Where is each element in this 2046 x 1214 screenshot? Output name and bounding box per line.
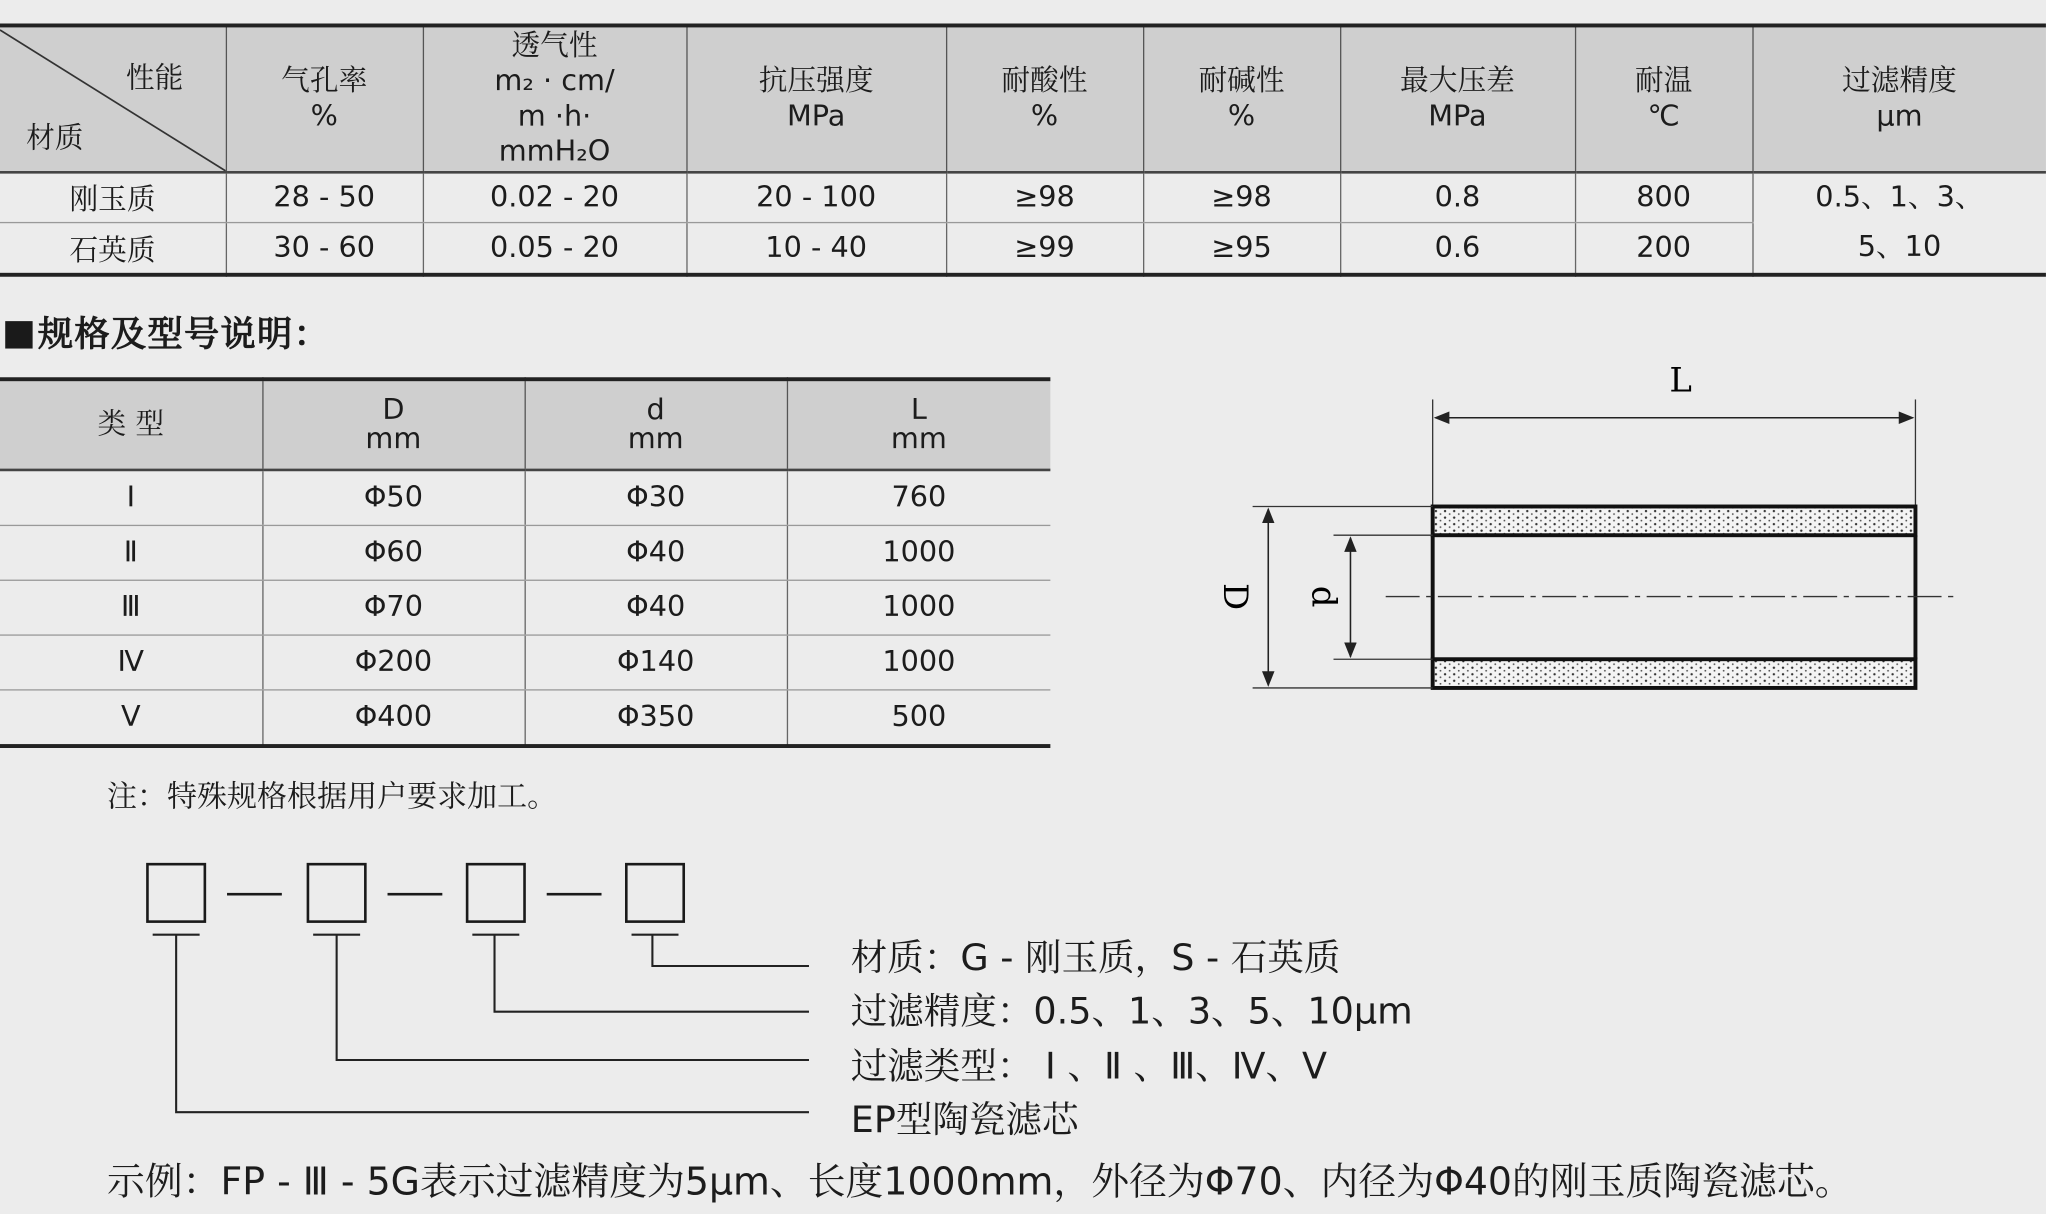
corner-top-label: 性能 [125,62,184,96]
property-value-cell: 0.02 - 20 [423,172,687,223]
dim-label-D: D [1214,582,1254,611]
header-line: mm [890,422,947,455]
section-title-text: 规格及型号说明： [37,314,331,356]
legend-line: EP型陶瓷滤芯 [850,1097,1079,1141]
header-line: 耐温 [1634,65,1693,98]
spec-cell: Ⅰ [0,470,262,525]
legend-line: 材质：G - 刚玉质，S - 石英质 [850,935,1341,980]
property-value-cell: 800 [1575,172,1752,223]
header-line: mmH₂O [498,135,611,169]
corner-bottom-label: 材质 [26,122,84,156]
legend-line: 过滤类型： Ⅰ 、Ⅱ 、Ⅲ、Ⅳ、Ⅴ [850,1044,1328,1088]
spec-cell: Φ200 [262,635,524,690]
spec-cell: Φ40 [525,525,787,580]
dim-label-d: d [1303,585,1343,608]
property-value-cell: 0.05 - 20 [423,223,687,275]
spec-cell: Φ400 [262,690,524,746]
header-line: 类 型 [97,407,165,441]
header-line: 透气性 [511,30,598,63]
header-line: MPa [786,100,846,134]
spec-cell: Φ40 [525,580,787,635]
header-line: % [310,100,338,134]
property-value-cell: 0.8 [1340,172,1575,223]
spec-cell: Ⅲ [0,580,262,635]
precision-line: 0.5、1、3、 [1815,181,1984,215]
property-value-cell: 0.6 [1340,223,1575,275]
model-example: 示例：FP - Ⅲ - 5G表示过滤精度为5μm、长度1000mm，外径为Φ70、内径为Φ40的刚玉质陶瓷滤芯。 [106,1159,1853,1204]
property-value-cell: ≥95 [1143,223,1340,275]
property-value-cell: ≥98 [946,172,1143,223]
header-line: 过滤精度 [1842,65,1957,98]
header-line: % [1030,100,1059,134]
property-value-cell: 30 - 60 [226,223,423,275]
header-line: mm [365,422,422,455]
spec-cell: Φ350 [525,690,787,746]
header-line: 耐碱性 [1198,65,1285,98]
header-line: ℃ [1647,100,1680,134]
spec-cell: 500 [787,690,1051,746]
header-line: MPa [1428,100,1487,134]
header-line: 耐酸性 [1001,65,1088,98]
header-line: m₂ · cm/ [494,65,615,98]
spec-cell: Ⅳ [0,635,262,690]
spec-cell: 1000 [787,525,1051,580]
header-line: μm [1876,100,1923,134]
special-spec-note: 注：特殊规格根据用户要求加工。 [106,780,558,815]
spec-cell: Φ30 [525,470,787,525]
property-value-cell: 28 - 50 [226,172,423,223]
header-line: m ·h· [517,100,592,134]
property-value-cell: 10 - 40 [686,223,946,275]
spec-cell: Φ50 [262,470,524,525]
property-value-cell: 20 - 100 [686,172,946,223]
header-line: 抗压强度 [758,65,874,98]
dim-label-L: L [1669,361,1692,401]
header-line: L [910,393,927,427]
header-line: D [382,393,405,427]
header-line: 最大压差 [1400,65,1515,98]
property-value-cell: ≥99 [946,223,1143,275]
spec-cell: 1000 [787,580,1051,635]
material-cell: 刚玉质 [0,172,226,223]
spec-cell: Φ70 [262,580,524,635]
header-line: d [646,393,665,427]
precision-line: 5、10 [1857,231,1942,264]
spec-cell: 760 [787,470,1051,525]
spec-cell: Ⅴ [0,690,262,746]
spec-cell: Φ140 [525,635,787,690]
spec-cell: Φ60 [262,525,524,580]
spec-cell: Ⅱ [0,525,262,580]
header-line: 气孔率 [281,65,368,98]
material-cell: 石英质 [0,223,226,275]
header-line: mm [627,422,684,455]
header-line: % [1227,100,1256,134]
property-value-cell: ≥98 [1143,172,1340,223]
spec-cell: 1000 [787,635,1051,690]
property-value-cell: 200 [1575,223,1752,275]
legend-line: 过滤精度：0.5、1、3、5、10μm [850,989,1413,1033]
